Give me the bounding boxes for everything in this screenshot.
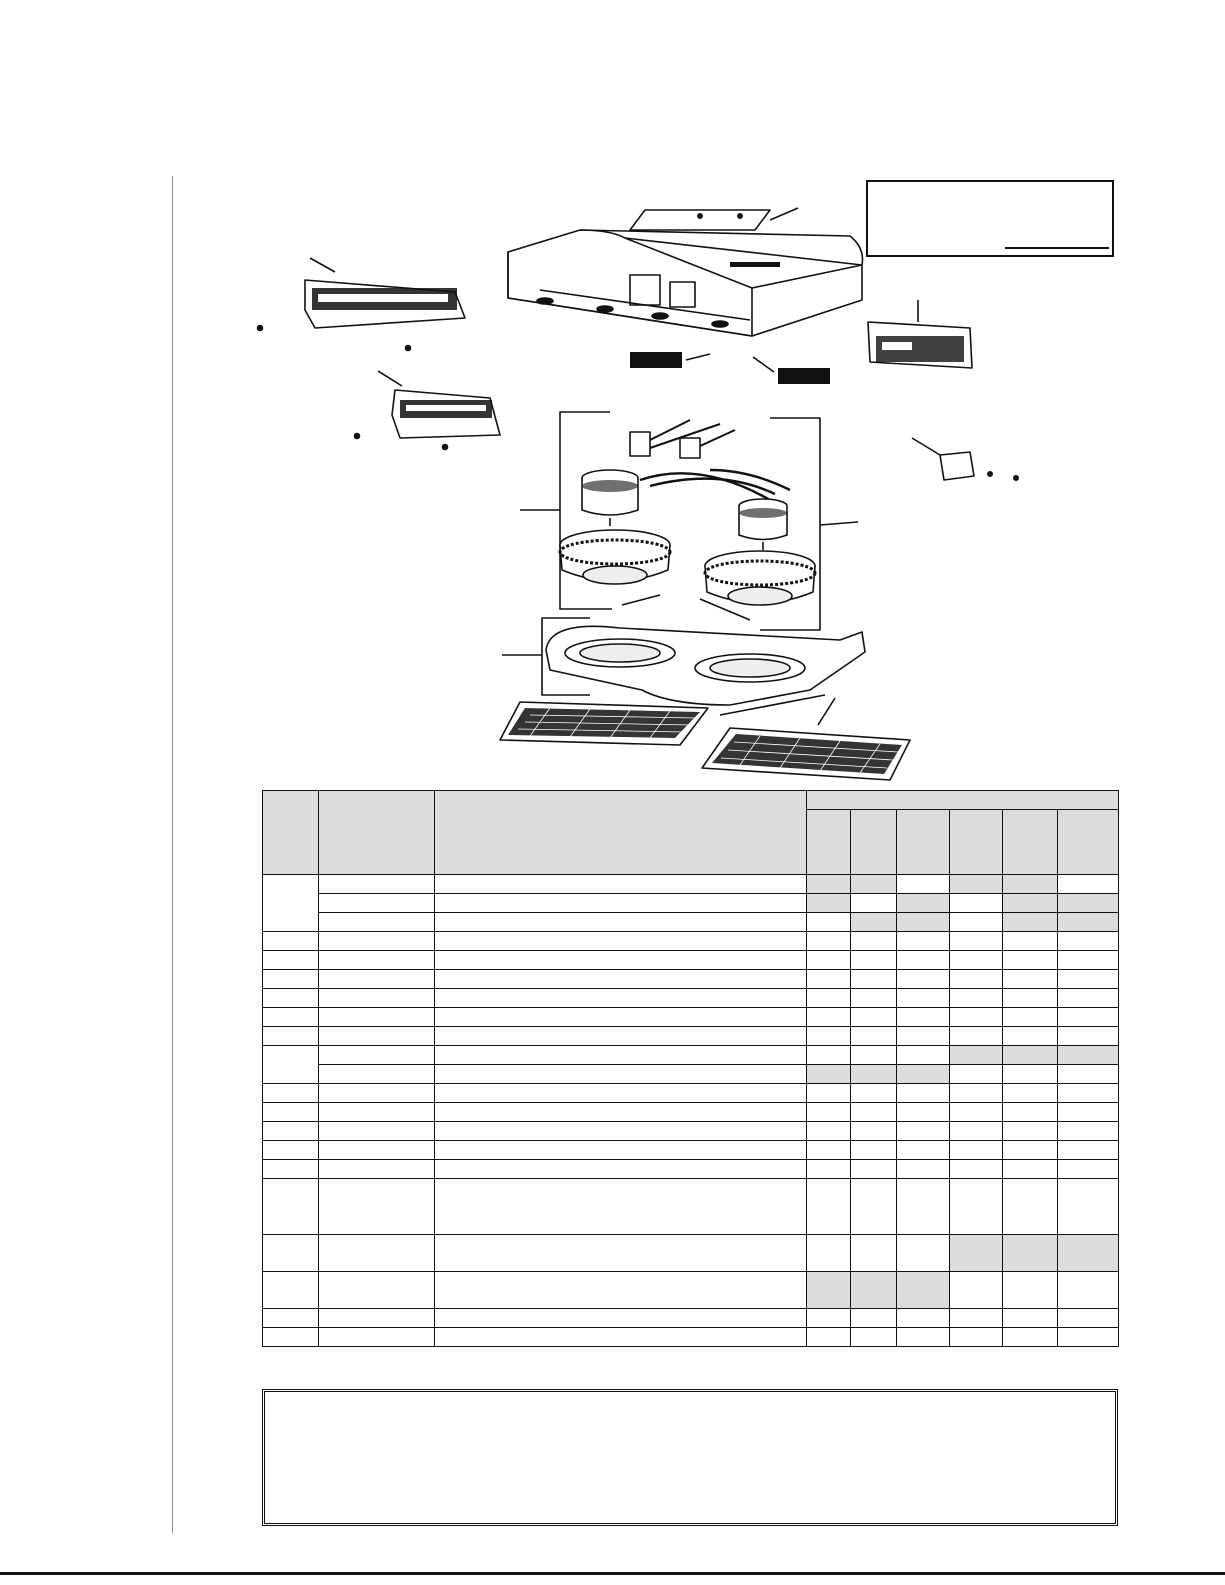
model-cell-5	[1003, 1046, 1058, 1065]
notice-box	[262, 1389, 1118, 1526]
model-cell-2	[851, 951, 897, 970]
table-row	[263, 989, 1119, 1008]
model-cell-4	[950, 894, 1003, 913]
table-row	[263, 951, 1119, 970]
model-column-1	[807, 810, 851, 875]
part-number-cell	[319, 989, 435, 1008]
model-cell-6	[1058, 1141, 1119, 1160]
key-number-cell	[263, 1160, 319, 1179]
model-cell-6	[1058, 1160, 1119, 1179]
model-cell-1	[807, 989, 851, 1008]
model-cell-4	[950, 1235, 1003, 1272]
part-number-cell	[319, 1235, 435, 1272]
description-cell	[435, 1103, 807, 1122]
part-number-cell	[319, 1309, 435, 1328]
description-cell	[435, 1046, 807, 1065]
key-number-cell	[263, 1084, 319, 1103]
model-cell-5	[1003, 932, 1058, 951]
model-cell-6	[1058, 1122, 1119, 1141]
model-cell-6	[1058, 875, 1119, 894]
parts-table-body	[263, 875, 1119, 1347]
table-row	[263, 1046, 1119, 1065]
part-number-cell	[319, 1027, 435, 1046]
model-cell-4	[950, 1122, 1003, 1141]
key-number-cell	[263, 1179, 319, 1235]
model-cell-1	[807, 894, 851, 913]
description-cell	[435, 1328, 807, 1347]
part-number-header	[319, 791, 435, 875]
junction-box-icon	[912, 438, 1018, 480]
table-row	[263, 1272, 1119, 1309]
description-cell	[435, 1027, 807, 1046]
damper-icon	[630, 352, 830, 384]
table-row	[263, 1084, 1119, 1103]
model-cell-6	[1058, 989, 1119, 1008]
model-cell-1	[807, 1328, 851, 1347]
description-cell	[435, 989, 807, 1008]
model-cell-4	[950, 1309, 1003, 1328]
part-number-cell	[319, 1065, 435, 1084]
model-cell-1	[807, 1122, 851, 1141]
model-cell-5	[1003, 951, 1058, 970]
table-row	[263, 894, 1119, 913]
model-cell-5	[1003, 1309, 1058, 1328]
table-row	[263, 1328, 1119, 1347]
key-number-cell	[263, 875, 319, 932]
key-number-cell	[263, 1272, 319, 1309]
grease-filter-icon	[500, 695, 910, 780]
part-number-cell	[319, 951, 435, 970]
model-cell-5	[1003, 1084, 1058, 1103]
model-cell-4	[950, 1328, 1003, 1347]
model-cell-6	[1058, 1328, 1119, 1347]
description-header	[435, 791, 807, 875]
model-cell-6	[1058, 1084, 1119, 1103]
key-number-cell	[263, 1141, 319, 1160]
model-cell-5	[1003, 970, 1058, 989]
model-cell-1	[807, 913, 851, 932]
model-cell-5	[1003, 1122, 1058, 1141]
model-cell-6	[1058, 1065, 1119, 1084]
model-cell-1	[807, 951, 851, 970]
model-cell-6	[1058, 970, 1119, 989]
light-module-small-icon	[355, 371, 501, 450]
model-cell-1	[807, 1309, 851, 1328]
description-cell	[435, 1179, 807, 1235]
model-cell-2	[851, 1065, 897, 1084]
part-number-cell	[319, 1160, 435, 1179]
description-cell	[435, 932, 807, 951]
model-cell-5	[1003, 1179, 1058, 1235]
part-number-cell	[319, 932, 435, 951]
part-number-cell	[319, 913, 435, 932]
model-cell-5	[1003, 913, 1058, 932]
description-cell	[435, 1309, 807, 1328]
model-cell-1	[807, 875, 851, 894]
model-cell-5	[1003, 894, 1058, 913]
key-number-cell	[263, 932, 319, 951]
table-row	[263, 1235, 1119, 1272]
key-number-cell	[263, 1309, 319, 1328]
model-cell-1	[807, 1103, 851, 1122]
model-column-6	[1058, 810, 1119, 875]
model-cell-4	[950, 1103, 1003, 1122]
model-cell-3	[897, 1065, 950, 1084]
model-cell-4	[950, 875, 1003, 894]
left-margin-rule	[172, 176, 173, 1533]
model-cell-6	[1058, 1027, 1119, 1046]
part-number-cell	[319, 1103, 435, 1122]
model-cell-4	[950, 1027, 1003, 1046]
model-cell-4	[950, 1272, 1003, 1309]
model-cell-3	[897, 932, 950, 951]
model-cell-3	[897, 875, 950, 894]
description-cell	[435, 1008, 807, 1027]
part-number-cell	[319, 1122, 435, 1141]
wiring-harness-icon	[630, 420, 790, 500]
model-cell-1	[807, 1084, 851, 1103]
description-cell	[435, 894, 807, 913]
description-cell	[435, 951, 807, 970]
model-cell-3	[897, 970, 950, 989]
model-cell-2	[851, 970, 897, 989]
key-number-cell	[263, 1027, 319, 1046]
model-cell-2	[851, 1103, 897, 1122]
model-cell-1	[807, 1160, 851, 1179]
model-cell-2	[851, 1328, 897, 1347]
part-number-cell	[319, 1141, 435, 1160]
model-cell-6	[1058, 1008, 1119, 1027]
model-cell-4	[950, 1008, 1003, 1027]
model-column-3	[897, 810, 950, 875]
model-cell-5	[1003, 1065, 1058, 1084]
part-number-cell	[319, 1328, 435, 1347]
model-cell-1	[807, 970, 851, 989]
model-cell-5	[1003, 875, 1058, 894]
model-cell-6	[1058, 1046, 1119, 1065]
model-cell-3	[897, 1103, 950, 1122]
model-cell-1	[807, 1235, 851, 1272]
table-row	[263, 1065, 1119, 1084]
models-header	[807, 791, 1119, 810]
model-cell-2	[851, 875, 897, 894]
mounting-plate	[630, 208, 798, 230]
model-cell-6	[1058, 913, 1119, 932]
model-cell-1	[807, 1046, 851, 1065]
model-cell-4	[950, 951, 1003, 970]
part-number-cell	[319, 970, 435, 989]
model-cell-4	[950, 1084, 1003, 1103]
model-cell-1	[807, 932, 851, 951]
model-cell-3	[897, 1235, 950, 1272]
model-cell-2	[851, 1008, 897, 1027]
model-cell-2	[851, 1141, 897, 1160]
part-number-cell	[319, 1179, 435, 1235]
model-cell-5	[1003, 1141, 1058, 1160]
description-cell	[435, 1235, 807, 1272]
model-cell-3	[897, 951, 950, 970]
table-row	[263, 1309, 1119, 1328]
model-cell-6	[1058, 1272, 1119, 1309]
model-cell-1	[807, 1008, 851, 1027]
model-cell-5	[1003, 989, 1058, 1008]
model-cell-6	[1058, 951, 1119, 970]
model-cell-5	[1003, 1272, 1058, 1309]
key-number-cell	[263, 1008, 319, 1027]
model-cell-3	[897, 1141, 950, 1160]
table-row	[263, 970, 1119, 989]
model-cell-3	[897, 1160, 950, 1179]
model-cell-4	[950, 1065, 1003, 1084]
model-column-2	[851, 810, 897, 875]
model-cell-4	[950, 989, 1003, 1008]
model-cell-4	[950, 1046, 1003, 1065]
model-cell-4	[950, 1179, 1003, 1235]
key-number-header	[263, 791, 319, 875]
model-cell-2	[851, 1235, 897, 1272]
table-row	[263, 1103, 1119, 1122]
model-cell-3	[897, 1084, 950, 1103]
table-row	[263, 1160, 1119, 1179]
description-cell	[435, 1141, 807, 1160]
model-cell-3	[897, 989, 950, 1008]
exploded-parts-diagram	[250, 200, 1150, 785]
model-cell-5	[1003, 1235, 1058, 1272]
parts-table	[262, 790, 1119, 1347]
model-cell-4	[950, 1141, 1003, 1160]
description-cell	[435, 970, 807, 989]
model-cell-6	[1058, 1309, 1119, 1328]
model-cell-2	[851, 1272, 897, 1309]
model-cell-2	[851, 1179, 897, 1235]
range-hood-body-icon	[508, 230, 863, 336]
part-number-cell	[319, 894, 435, 913]
key-number-cell	[263, 989, 319, 1008]
model-cell-1	[807, 1179, 851, 1235]
model-cell-6	[1058, 894, 1119, 913]
model-cell-2	[851, 1309, 897, 1328]
model-column-5	[1003, 810, 1058, 875]
key-number-cell	[263, 1235, 319, 1272]
model-column-4	[950, 810, 1003, 875]
part-number-cell	[319, 875, 435, 894]
description-cell	[435, 1160, 807, 1179]
control-board-icon	[868, 300, 972, 368]
part-number-cell	[319, 1046, 435, 1065]
part-number-cell	[319, 1272, 435, 1309]
model-cell-5	[1003, 1027, 1058, 1046]
description-cell	[435, 1272, 807, 1309]
model-cell-2	[851, 894, 897, 913]
model-cell-2	[851, 1122, 897, 1141]
model-cell-3	[897, 1272, 950, 1309]
description-cell	[435, 1065, 807, 1084]
model-cell-3	[897, 1027, 950, 1046]
model-cell-6	[1058, 1179, 1119, 1235]
model-cell-1	[807, 1141, 851, 1160]
blower-wheel-icon	[560, 530, 815, 620]
model-cell-3	[897, 1179, 950, 1235]
table-row	[263, 1122, 1119, 1141]
key-number-cell	[263, 1046, 319, 1084]
model-cell-1	[807, 1065, 851, 1084]
model-cell-4	[950, 1160, 1003, 1179]
model-cell-3	[897, 894, 950, 913]
part-number-cell	[319, 1008, 435, 1027]
model-cell-1	[807, 1272, 851, 1309]
table-row	[263, 913, 1119, 932]
model-cell-6	[1058, 1235, 1119, 1272]
model-cell-3	[897, 1046, 950, 1065]
model-cell-3	[897, 1008, 950, 1027]
model-cell-5	[1003, 1328, 1058, 1347]
key-number-cell	[263, 951, 319, 970]
model-cell-3	[897, 913, 950, 932]
model-cell-6	[1058, 932, 1119, 951]
table-row	[263, 1008, 1119, 1027]
model-cell-4	[950, 932, 1003, 951]
table-row	[263, 1179, 1119, 1235]
model-cell-2	[851, 1084, 897, 1103]
description-cell	[435, 913, 807, 932]
key-number-cell	[263, 1122, 319, 1141]
model-cell-2	[851, 1160, 897, 1179]
model-cell-5	[1003, 1008, 1058, 1027]
key-number-cell	[263, 1103, 319, 1122]
model-cell-3	[897, 1328, 950, 1347]
table-row	[263, 1027, 1119, 1046]
model-cell-4	[950, 913, 1003, 932]
description-cell	[435, 1084, 807, 1103]
description-cell	[435, 875, 807, 894]
description-cell	[435, 1122, 807, 1141]
part-number-cell	[319, 1084, 435, 1103]
model-cell-2	[851, 913, 897, 932]
model-cell-5	[1003, 1160, 1058, 1179]
key-number-cell	[263, 970, 319, 989]
model-cell-2	[851, 1027, 897, 1046]
model-cell-3	[897, 1309, 950, 1328]
light-module-icon	[258, 258, 466, 351]
model-cell-2	[851, 989, 897, 1008]
model-cell-2	[851, 932, 897, 951]
table-row	[263, 1141, 1119, 1160]
model-cell-4	[950, 970, 1003, 989]
model-cell-1	[807, 1027, 851, 1046]
model-cell-3	[897, 1122, 950, 1141]
model-cell-5	[1003, 1103, 1058, 1122]
model-cell-2	[851, 1046, 897, 1065]
blower-housing-icon	[502, 618, 865, 705]
page-bottom-rule	[0, 1572, 1225, 1575]
model-cell-6	[1058, 1103, 1119, 1122]
table-row	[263, 875, 1119, 894]
table-row	[263, 932, 1119, 951]
key-number-cell	[263, 1328, 319, 1347]
